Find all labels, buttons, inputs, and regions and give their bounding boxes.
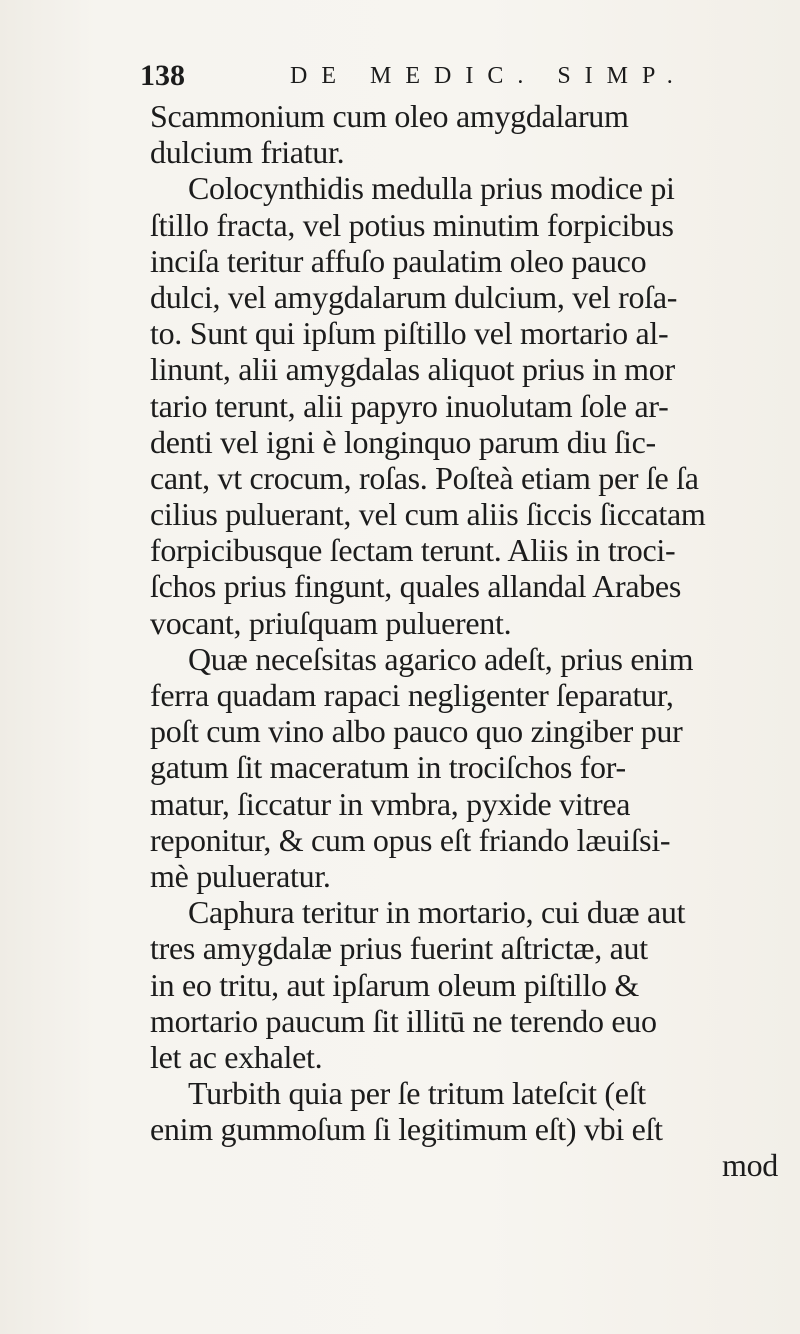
text-line: gatum ſit maceratum in trociſchos for- (150, 749, 626, 786)
text-line: Scammonium cum oleo amygdalarum (150, 98, 629, 134)
text-line: poſt cum vino albo pauco quo zingiber pur (150, 713, 683, 750)
text-line: matur, ſiccatur in vmbra, pyxide vitrea (150, 785, 631, 822)
body-text (150, 98, 790, 1184)
text-line: cant, vt crocum, roſas. Poſteà etiam per ſe ſa (150, 459, 699, 496)
text-line: Caphura teritur in mortario, cui duæ aut (188, 894, 686, 931)
text-line: cilius puluerant, vel cum aliis ſiccis ſiccatam (150, 496, 706, 533)
text-line: ferra quadam rapaci negligenter ſeparatur, (150, 677, 674, 713)
text-line: enim gummoſum ſi legitimum eſt) vbi eſt (150, 1111, 663, 1148)
text-line: let ac exhalet. (150, 1038, 323, 1075)
text-line: Quæ neceſsitas agarico adeſt, prius enim (188, 640, 694, 677)
text-line: vocant, priuſquam puluerent. (150, 604, 512, 641)
text-line: in eo tritu, aut ipſarum oleum piſtillo & (150, 966, 639, 1003)
text-line: mè pulueratur. (150, 857, 331, 894)
text-line: tario terunt, alii papyro inuolutam ſole ar- (150, 387, 669, 424)
text-line: dulci, vel amygdalarum dulcium, vel roſa- (150, 278, 678, 315)
page-number: 138 (140, 59, 185, 92)
text-line: mortario paucum ſit illitū ne terendo euo (150, 1002, 657, 1039)
text-line: tres amygdalæ prius fuerint aſtrictæ, aut (150, 930, 648, 967)
text-line: dulcium friatur. (150, 134, 345, 171)
text-line: forpicibusque ſectam terunt. Aliis in troci- (150, 532, 676, 569)
text-line: inciſa teritur affuſo paulatim oleo pauco (150, 242, 647, 279)
text-line: reponitur, & cum opus eſt friando læuiſsi- (150, 821, 671, 858)
text-line: ſchos prius fingunt, quales allandal Arabes (150, 568, 681, 605)
text-line: denti vel igni è longinquo parum diu ſic- (150, 423, 656, 460)
text-line: Turbith quia per ſe tritum lateſcit (eſt (188, 1075, 646, 1112)
catchword: mod (722, 1147, 778, 1184)
text-line: to. Sunt qui ipſum piſtillo vel mortario al- (150, 315, 669, 352)
page-header (140, 56, 700, 96)
text-line: linunt, alii amygdalas aliquot prius in mor (150, 351, 675, 388)
running-head: DE MEDIC. SIMP. (290, 63, 687, 89)
text-line: Colocynthidis medulla prius modice pi (188, 170, 675, 207)
text-line: ſtillo fracta, vel potius minutim forpicibus (150, 206, 674, 243)
